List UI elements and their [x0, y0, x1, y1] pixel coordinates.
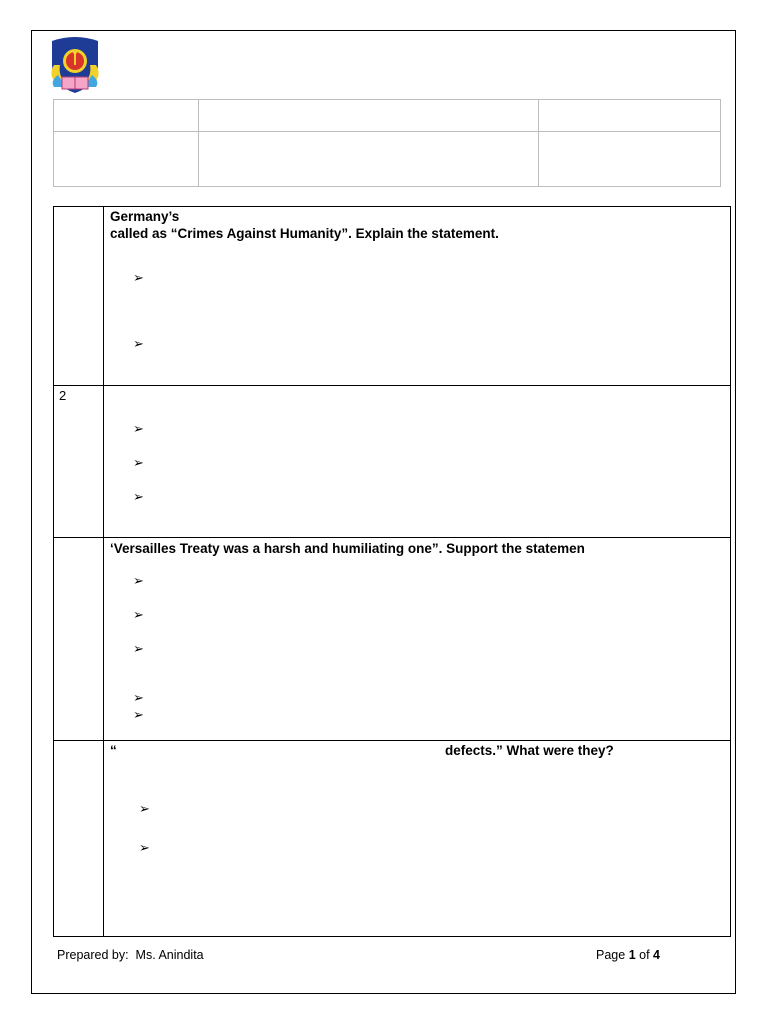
question-text: ‘Versailles Treaty was a harsh and humiliating one”. Support the statemen	[110, 541, 585, 556]
header-cell	[539, 132, 721, 187]
header-cell	[199, 132, 539, 187]
arrow-bullet-icon: ➢	[133, 455, 144, 470]
question-number	[54, 538, 104, 741]
prepared-by	[57, 948, 204, 962]
prepared-by-name: Ms. Anindita	[135, 948, 204, 962]
arrow-bullet-icon: ➢	[139, 801, 150, 816]
question-row	[54, 741, 731, 937]
arrow-bullet-icon: ➢	[133, 641, 144, 656]
open-quote: “	[110, 743, 117, 758]
question-text: defects.” What were they?	[445, 743, 614, 758]
question-number	[54, 207, 104, 386]
school-crest-logo	[44, 35, 106, 95]
question-content	[104, 386, 731, 538]
question-row	[54, 386, 731, 538]
question-content	[104, 207, 731, 386]
header-cell	[54, 132, 199, 187]
arrow-bullet-icon: ➢	[133, 607, 144, 622]
page-current: 1	[628, 948, 636, 962]
question-number: 2	[54, 386, 104, 538]
question-row	[54, 538, 731, 741]
question-content	[104, 538, 731, 741]
arrow-bullet-icon: ➢	[133, 270, 144, 285]
page-of: of	[639, 948, 650, 962]
arrow-bullet-icon: ➢	[133, 336, 144, 351]
question-text	[104, 207, 730, 242]
question-line: Germany’s	[110, 209, 180, 224]
arrow-bullet-icon: ➢	[133, 489, 144, 504]
arrow-bullet-icon: ➢	[133, 690, 144, 705]
question-row	[54, 207, 731, 386]
arrow-bullet-icon: ➢	[139, 840, 150, 855]
page-word: Page	[596, 948, 626, 962]
arrow-bullet-icon: ➢	[133, 573, 144, 588]
header-cell	[539, 100, 721, 132]
question-number	[54, 741, 104, 937]
question-content	[104, 741, 731, 937]
header-cell	[199, 100, 539, 132]
header-cell	[54, 100, 199, 132]
questions-table	[53, 206, 731, 937]
question-line: called as “Crimes Against Humanity”. Explain the statement.	[110, 226, 499, 241]
header-info-table	[53, 99, 721, 187]
page-number	[596, 948, 660, 962]
arrow-bullet-icon: ➢	[133, 421, 144, 436]
prepared-by-label: Prepared by:	[57, 948, 129, 962]
arrow-bullet-icon: ➢	[133, 707, 144, 722]
page-total: 4	[653, 948, 660, 962]
